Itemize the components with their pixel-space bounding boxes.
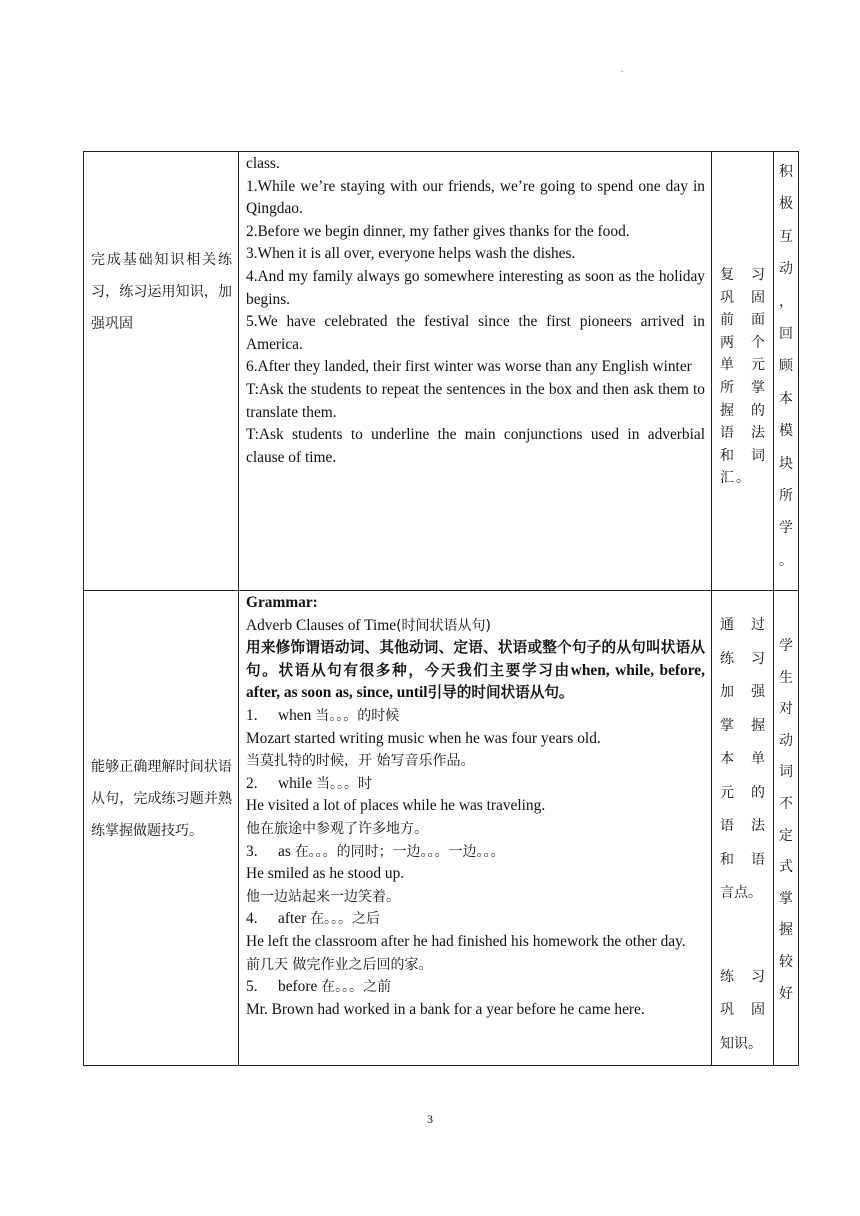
definition-zh: 用来修饰谓语动词、其他动词、定语、状语或整个句子的从句叫状语从句。状语从句有很多种，今天我们主要学习由 [246, 639, 705, 679]
content-line: 3.When it is all over, everyone helps wash the dishes. [246, 245, 576, 263]
purpose-line: 前面两个 [720, 312, 767, 351]
content-line: 6.After they landed, their first winter was worse than any English winter [246, 358, 692, 376]
purpose-line: 单元所掌 [720, 357, 767, 396]
goal-cell [84, 591, 239, 1066]
content-line: 4.And my family always go somewhere interesting as soon as the holiday begins. [246, 267, 705, 308]
purpose-line: 知识。 [720, 1035, 762, 1052]
activity-char: 掌 [779, 890, 793, 907]
activity-char: 互 [779, 228, 793, 245]
purpose-line: 巩固 [720, 1002, 767, 1018]
row2-purpose-b [712, 961, 773, 1062]
activity-char: 顾 [779, 358, 793, 375]
activity-char: 学 [779, 520, 793, 537]
purpose-line: 练习 [720, 968, 767, 985]
row1-activity [774, 152, 798, 577]
item-example: He visited a lot of places while he was traveling. [246, 797, 546, 815]
table-row [84, 152, 799, 591]
purpose-line: 言点。 [720, 885, 762, 901]
purpose-line: 和词汇。 [720, 447, 767, 487]
purpose-line: 握的语法 [720, 402, 767, 442]
grammar-item-head [246, 908, 705, 931]
item-word: before [278, 978, 318, 996]
item-meaning: 在。。。之前 [321, 979, 392, 996]
content-cell [239, 591, 712, 1066]
item-word: when [278, 706, 312, 724]
item-example: He smiled as he stood up. [246, 865, 405, 883]
activity-char: 积 [779, 164, 793, 180]
purpose-cell [712, 152, 774, 591]
grammar-item-head [246, 773, 705, 796]
item-translation: 他在旅途中参观了许多地方。 [246, 820, 428, 837]
item-number: 5. [246, 978, 258, 996]
activity-cell [774, 591, 799, 1066]
activity-char: 回 [779, 326, 793, 343]
row2-activity [774, 591, 798, 1010]
activity-char: 好 [779, 985, 793, 1002]
item-number: 4. [246, 910, 258, 928]
purpose-line: 加强 [720, 684, 767, 700]
activity-char: 对 [779, 701, 793, 718]
activity-char: 式 [779, 859, 793, 876]
purpose-line: 和语 [720, 851, 767, 868]
activity-char: 动 [779, 261, 793, 278]
page-number: 3 [427, 1112, 433, 1126]
grammar-item-head [246, 705, 705, 728]
item-example: He left the classroom after he had finished his homework the other day. [246, 932, 686, 950]
item-number: 1. [246, 706, 258, 724]
content-line: 1.While we’re staying with our friends, we’re going to spend one day in Qingdao. [246, 177, 705, 218]
header-mark: . [621, 64, 624, 75]
purpose-line: 掌握 [720, 717, 767, 734]
content-line: 5.We have celebrated the festival since the first pioneers arrived in America. [246, 313, 705, 353]
activity-char: 生 [779, 669, 793, 686]
purpose-line: 通过 [720, 617, 767, 633]
activity-char: 本 [779, 390, 793, 407]
activity-char: 模 [779, 423, 793, 440]
subtitle-zh: (时间状语从句) [396, 617, 491, 634]
purpose-line: 元的 [720, 784, 767, 801]
table-row [84, 591, 799, 1066]
subtitle-en: Adverb Clauses of Time [246, 616, 397, 634]
goal-cell [84, 152, 239, 591]
row1-goal: 完成基础知识相关练习，练习运用知识，加强巩固 [91, 252, 232, 332]
activity-char: 握 [779, 922, 793, 939]
grammar-item-head [246, 841, 705, 864]
activity-char: 较 [779, 953, 793, 970]
item-translation: 前几天 做完作业之后回的家。 [246, 956, 433, 973]
content-line: T:Ask the students to repeat the sentences in the box and then ask them to translate them. [246, 380, 705, 421]
item-example: Mozart started writing music when he was four years old. [246, 729, 601, 747]
item-meaning: 在。。。的同时；一边。。。一边。。。 [294, 843, 505, 860]
item-word: while [278, 774, 313, 792]
purpose-cell [712, 591, 774, 1066]
lesson-plan-table [83, 151, 799, 1066]
content-line: 2.Before we begin dinner, my father gives thanks for the food. [246, 222, 630, 240]
definition-en: when, while, before, after, as soon as, since, until [246, 661, 705, 702]
activity-char: 学 [779, 638, 793, 654]
item-meaning: 在。。。之后 [310, 911, 381, 928]
activity-char: 不 [779, 795, 793, 812]
definition-end: 引导的时间状语从句。 [427, 684, 574, 702]
content-cell [239, 152, 712, 591]
row2-purpose-a [712, 609, 773, 911]
activity-char: 极 [779, 196, 793, 213]
purpose-line: 复习巩固 [720, 267, 767, 306]
activity-char: 词 [779, 764, 793, 781]
item-translation: 他一边站起来一边笑着。 [246, 888, 400, 905]
grammar-definition [246, 637, 705, 705]
grammar-subtitle [246, 615, 705, 638]
row1-purpose [712, 264, 773, 490]
activity-cell [774, 152, 799, 591]
activity-char: 所 [779, 488, 793, 505]
purpose-line: 本单 [720, 751, 767, 767]
purpose-line: 练习 [720, 650, 767, 667]
item-number: 3. [246, 842, 258, 860]
content-line: class. [246, 155, 280, 172]
item-word: after [278, 910, 307, 928]
grammar-title: Grammar: [246, 594, 318, 611]
activity-char: 定 [779, 827, 793, 844]
activity-char: 。 [779, 552, 793, 569]
row1-content [239, 152, 711, 469]
row2-goal: 能够正确理解时间状语从句，完成练习题并熟练掌握做题技巧。 [91, 759, 232, 839]
item-word: as [278, 842, 291, 860]
item-example: Mr. Brown had worked in a bank for a year before he came here. [246, 1000, 645, 1018]
activity-char: 块 [779, 455, 793, 472]
content-line: T:Ask students to underline the main conjunctions used in adverbial clause of time. [246, 426, 705, 466]
item-meaning: 当。。。时 [316, 775, 373, 792]
activity-char: 动 [779, 732, 793, 749]
item-translation: 当莫扎特的时候，开 始写音乐作品。 [246, 753, 475, 770]
item-number: 2. [246, 774, 258, 792]
grammar-item-head [246, 976, 705, 999]
row2-content [239, 591, 711, 1021]
item-meaning: 当。。。的时候 [315, 707, 400, 724]
purpose-line: 语法 [720, 818, 767, 834]
activity-char: ， [779, 293, 793, 310]
